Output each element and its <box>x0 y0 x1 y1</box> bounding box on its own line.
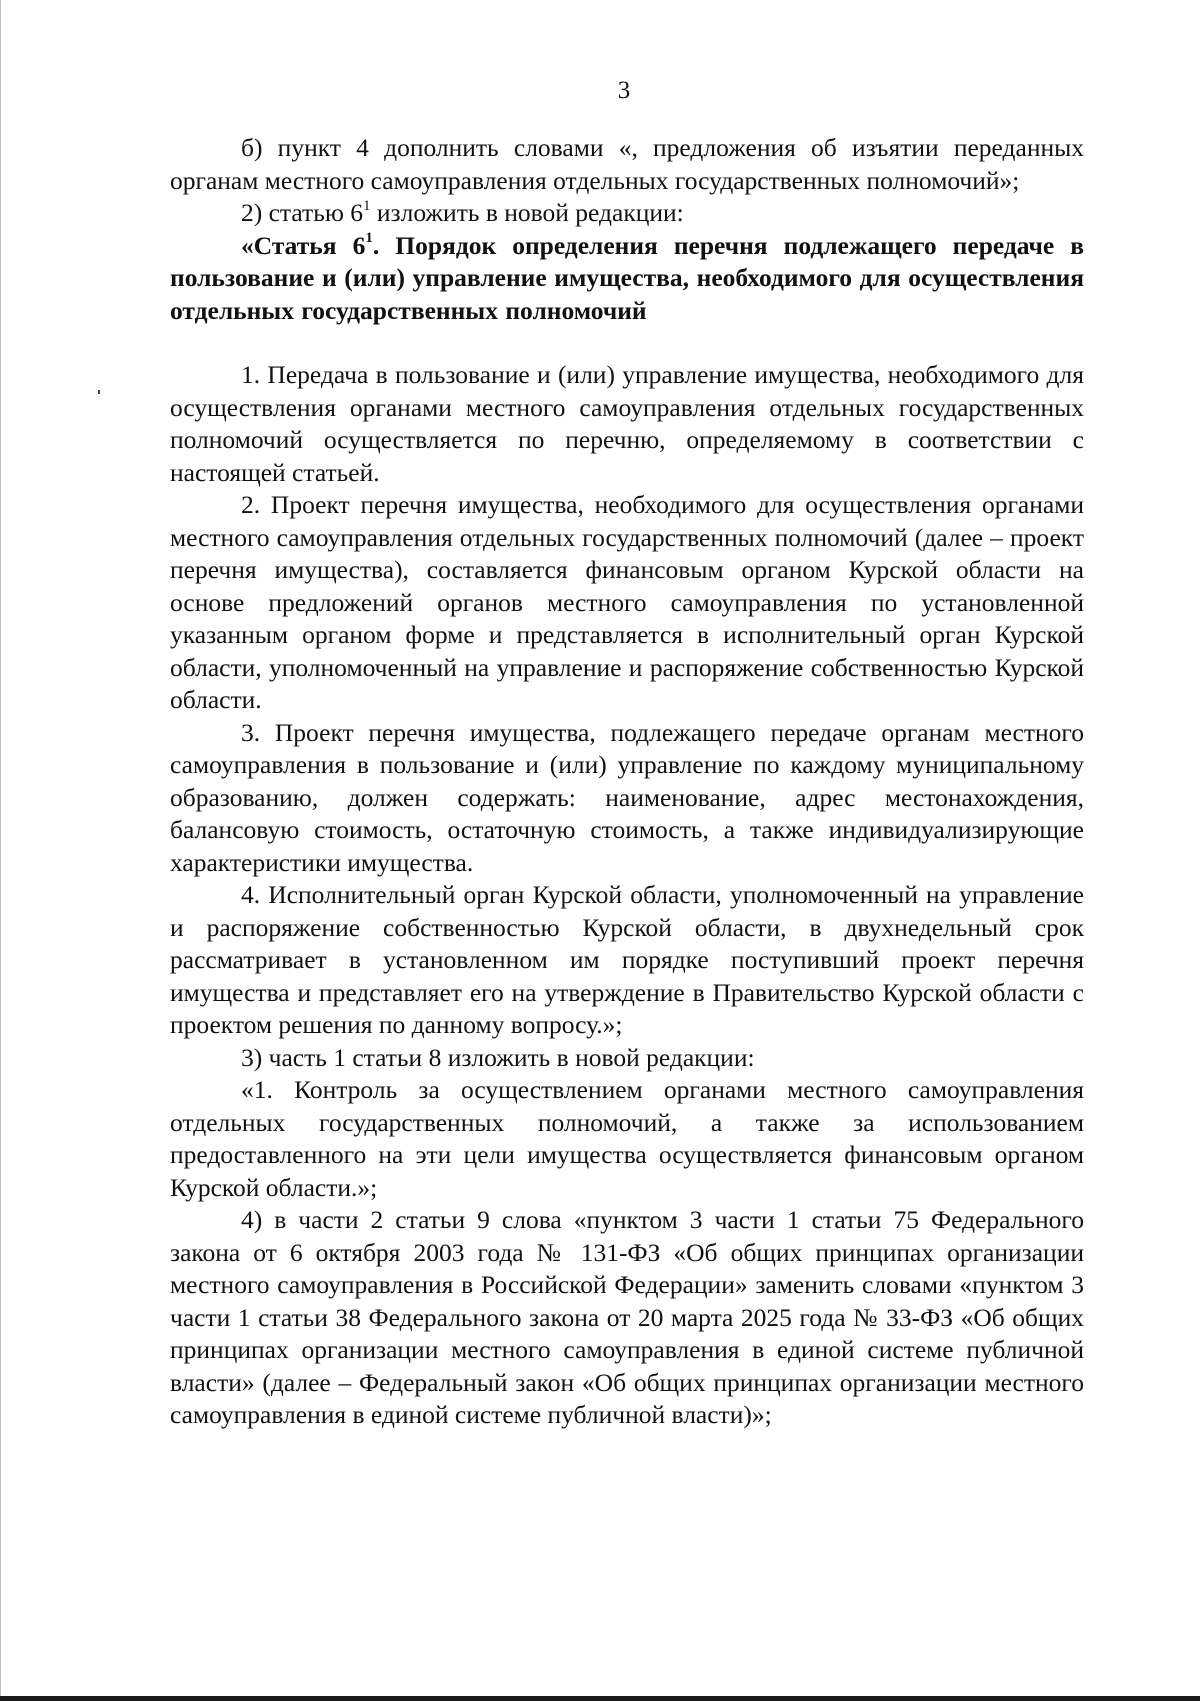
article-point-1: 1. Передача в пользование и (или) управление имущества, необходимого для осуществления органами местного самоуправления отдельных государственных полномочий осуществляется по перечню, определяемому в соответствии с настоящей статьей. <box>170 360 1084 487</box>
article-point-3: 3. Проект перечня имущества, подлежащего передаче органам местного самоуправления в пользование и (или) управление по каждому муниципальному образованию, должен содержать: наименование, адрес местонахождения, балансовую стоимость, остаточную стоимость, а также индивидуализирующие характеристики имущества. <box>170 717 1084 877</box>
item-2-superscript: 1 <box>363 197 371 214</box>
scan-bottom-edge <box>0 1696 1200 1701</box>
paragraph-item-4: 4) в части 2 статьи 9 слова «пунктом 3 части 1 статьи 75 Федерального закона от 6 октября 2003 года № 131-ФЗ «Об общих принципах организации местного самоуправления в Российской Федерации» заменить словами «пунктом 3 части 1 статьи 38 Федерального закона от 20 марта 2025 года № 33-ФЗ «Об общих принципах организации местного самоуправления в единой системе публичной власти» (далее – Федеральный закон «Об общих принципах организации местного самоуправления в единой системе публичной власти)»; <box>170 1205 1084 1429</box>
article-heading <box>170 230 1084 328</box>
article-heading-superscript: 1 <box>365 230 373 246</box>
scan-speck <box>98 390 100 394</box>
paragraph-item-3: 3) часть 1 статьи 8 изложить в новой редакции: <box>241 1042 755 1072</box>
article-heading-end: . Порядок определения перечня подлежащего передаче в пользование и (или) управление имущества, необходимого для осуществления отдельных государственных полномочий <box>170 230 1084 325</box>
item-2-text-start: 2) статью 6 <box>241 198 363 227</box>
document-body <box>170 132 1084 1432</box>
item-2-text-end: изложить в новой редакции: <box>370 198 684 227</box>
page-number: 3 <box>617 77 631 104</box>
article-heading-start: «Статья 6 <box>241 230 366 260</box>
paragraph-b-point-4: б) пункт 4 дополнить словами «, предложения об изъятии переданных органам местного самоуправления отдельных государственных полномочий»; <box>170 133 1084 195</box>
article-point-2: 2. Проект перечня имущества, необходимого для осуществления органами местного самоуправления отдельных государственных полномочий (далее – проект перечня имущества), составляется финансовым органом Курской области на основе предложений органов местного самоуправления по установленной указанным органом форме и представляется в исполнительный орган Курской области, уполномоченный на управление и распоряжение собственностью Курской области. <box>170 490 1084 714</box>
article-point-4: 4. Исполнительный орган Курской области, уполномоченный на управление и распоряжение собственностью Курской области, в двухнедельный срок рассматривает в установленном им порядке поступивший проект перечня имущества и представляет его на утверждение в Правительство Курской области с проектом решения по данному вопросу.»; <box>170 880 1084 1039</box>
paragraph-item-3-text: «1. Контроль за осуществлением органами местного самоуправления отдельных государственных полномочий, а также за использованием предоставленного на эти цели имущества осуществляется финансовым органом Курской области.»; <box>170 1075 1084 1202</box>
blank-line <box>170 327 1084 359</box>
scan-left-edge <box>0 0 1 1701</box>
paragraph-item-2 <box>170 197 1084 230</box>
